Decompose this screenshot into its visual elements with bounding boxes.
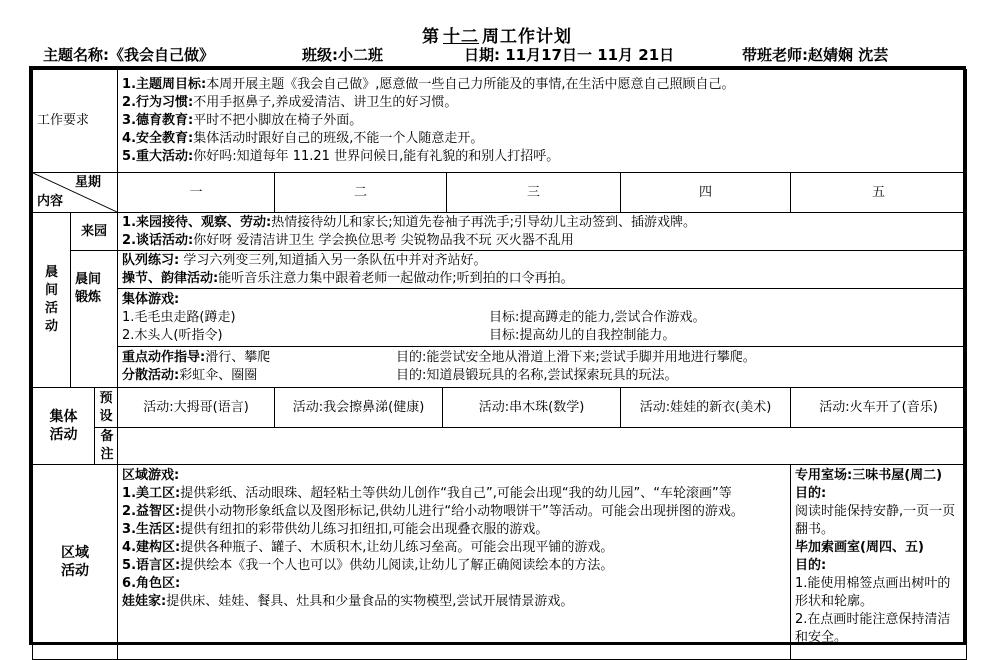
exercise-label-text: 晨间锻炼 (75, 272, 102, 305)
weekday-header-label: 星期 (75, 175, 102, 190)
art-area-text: 提供彩纸、活动眼珠、超轻粘土等供幼儿创作“我自己”,可能会出现“我的幼儿园”、“车轮滚画”等 (180, 486, 732, 501)
thursday-activity: 活动:娃娃的新衣(美术) (621, 388, 791, 428)
day-tuesday: 二 (275, 173, 447, 213)
doll-house-text: 提供床、娃娃、餐具、灶具和少量食品的实物模型,尝试开展情景游戏。 (166, 594, 574, 609)
monday-activity: 活动:大拇哥(语言) (118, 388, 275, 428)
wednesday-activity: 活动:串木珠(数学) (443, 388, 621, 428)
date-range: 日期: 11月17日一 11月 21日 (464, 46, 675, 64)
title-prefix: 第 (422, 27, 440, 47)
building-area-key: 4.建构区: (122, 540, 181, 555)
day-thursday: 四 (621, 173, 791, 213)
plan-label-text: 预设 (99, 390, 113, 424)
studio-purpose-1: 1.能使用棉签点画出树叶的形状和轮廓。 (795, 576, 951, 609)
goal-key: 1.主题周目标: (122, 77, 207, 92)
free-activity-key: 分散活动: (122, 368, 180, 383)
free-activity-goal: 目的:知道晨锻玩具的名称,尝试探索玩具的玩法。 (396, 368, 678, 383)
day-friday: 五 (791, 173, 967, 213)
group-activity-note-row (33, 428, 967, 465)
content-header-label: 内容 (37, 194, 64, 209)
game-1: 1.毛毛虫走路(蹲走) (122, 309, 236, 325)
language-area-key: 5.语言区: (122, 558, 181, 573)
queue-row (33, 251, 967, 289)
work-requirements-label: 工作要求 (33, 70, 118, 173)
puzzle-area-text: 提供小动物形象纸盒以及图形标记,供幼儿进行“给小动物喂饼干”等活动。可能会出现拼图的游戏。 (180, 504, 744, 519)
group-activity-label-text: 集体活动 (49, 409, 78, 443)
event-key: 5.重大活动: (122, 149, 194, 164)
talk-key: 2.谈话活动: (122, 232, 194, 248)
moral-text: 平时不把小脚放在椅子外面。 (193, 113, 363, 128)
key-action-goal: 目的:能尝试安全地从滑道上滑下来;尝试手脚并用地进行攀爬。 (396, 350, 756, 365)
friday-activity: 活动:火车开了(音乐) (791, 388, 967, 428)
work-requirements-row (33, 70, 967, 173)
teachers: 带班老师:赵婧娴 沈芸 (742, 46, 889, 64)
key-action-row (33, 347, 967, 388)
art-area-key: 1.美工区: (122, 486, 181, 501)
life-area-key: 3.生活区: (122, 522, 181, 537)
plan-label (95, 388, 118, 428)
area-activity-label-text: 区域活动 (61, 545, 90, 579)
week-number: 十二 (443, 27, 479, 47)
exercise-label (71, 251, 118, 388)
theme-name: 主题名称:《我会自己做》 (43, 46, 214, 64)
moral-key: 3.德育教育: (122, 113, 194, 128)
tuesday-activity: 活动:我会擦鼻涕(健康) (275, 388, 443, 428)
group-games-content (118, 289, 967, 347)
area-activity-label (33, 465, 118, 660)
queue-content (118, 251, 967, 289)
rhythm-key: 操节、韵律活动: (122, 270, 219, 286)
library-purpose-text: 阅读时能保持安静,一页一页翻书。 (795, 504, 956, 537)
queue-text: 学习六列变三列,知道插入另一条队伍中并对齐站好。 (179, 252, 487, 268)
game-2: 2.木头人(听指令) (122, 327, 223, 343)
day-wednesday: 三 (447, 173, 621, 213)
area-games-title: 区域游戏: (122, 468, 180, 483)
note-content (118, 428, 967, 465)
group-activity-label (33, 388, 95, 465)
event-text: 你好吗:知道每年 11.21 世界问候日,能有礼貌的和别人打招呼。 (193, 149, 560, 164)
goal-text: 本周开展主题《我会自己做》,愿意做一些自己力所能及的事情,在生活中愿意自己照顾自己。 (206, 77, 735, 92)
class-name: 班级:小二班 (302, 46, 383, 64)
safety-key: 4.安全教育: (122, 131, 194, 146)
plan-table (29, 66, 966, 645)
group-games-key: 集体游戏: (122, 291, 180, 307)
building-area-text: 提供各种瓶子、罐子、木质积木,让幼儿练习垒高。可能会出现平铺的游戏。 (180, 540, 614, 555)
work-requirements-content (118, 70, 967, 173)
arrival-row (33, 213, 967, 251)
key-action-content (118, 347, 967, 388)
weekday-corner (33, 173, 118, 213)
language-area-text: 提供绘本《我一个人也可以》供幼儿阅读,让幼儿了解正确阅读绘本的方法。 (180, 558, 614, 573)
habit-key: 2.行为习惯: (122, 95, 194, 110)
group-activity-plan-row (33, 388, 967, 428)
key-action-text: 滑行、攀爬 (205, 350, 271, 365)
note-label-text: 备注 (100, 429, 114, 462)
studio-purpose-key: 目的: (795, 558, 827, 573)
arrival-text: 热情接待幼儿和家长;知道先卷袖子再洗手;引导幼儿主动签到、插游戏牌。 (271, 214, 696, 230)
game-1-goal: 目标:提高蹲走的能力,尝试合作游戏。 (489, 309, 706, 325)
morning-activities-label (33, 213, 71, 388)
group-games-row (33, 289, 967, 347)
game-2-goal: 目标:提高幼儿的自我控制能力。 (489, 327, 676, 343)
doll-house-key: 娃娃家: (122, 594, 167, 609)
arrival-key: 1.来园接待、观察、劳动: (122, 214, 272, 230)
studio-purpose-2: 2.在点画时能注意保持清洁和安全。 (795, 612, 951, 645)
role-area-key: 6.角色区: (122, 576, 181, 591)
day-monday: 一 (118, 173, 275, 213)
morning-label-text: 晨间活动 (44, 265, 58, 334)
free-activity-text: 彩虹伞、圈圈 (179, 368, 258, 383)
area-games-content (118, 465, 791, 660)
library-title: 专用室场:三味书屋(周二) (795, 468, 943, 483)
habit-text: 不用手抠鼻子,养成爱清洁、讲卫生的好习惯。 (193, 95, 458, 110)
studio-title: 毕加索画室(周四、五) (795, 540, 924, 555)
key-action-key: 重点动作指导: (122, 350, 206, 365)
safety-text: 集体活动时跟好自己的班级,不能一个人随意走开。 (193, 131, 484, 146)
arrival-label: 来园 (71, 213, 118, 251)
arrival-content (118, 213, 967, 251)
life-area-text: 提供有纽扣的彩带供幼儿练习扣纽扣,可能会出现叠衣服的游戏。 (180, 522, 549, 537)
library-purpose-key: 目的: (795, 486, 827, 501)
talk-text: 你好呀 爱清洁讲卫生 学会换位思考 尖锐物品我不玩 灭火器不乱用 (193, 232, 574, 248)
title-suffix: 周工作计划 (482, 27, 572, 47)
puzzle-area-key: 2.益智区: (122, 504, 181, 519)
rhythm-text: 能听音乐注意力集中跟着老师一起做动作;听到拍的口令再拍。 (218, 270, 574, 286)
queue-key: 队列练习: (122, 252, 180, 268)
note-label (95, 428, 118, 465)
area-activity-row (33, 465, 967, 660)
weekday-row (33, 173, 967, 213)
special-rooms-content (791, 465, 967, 660)
